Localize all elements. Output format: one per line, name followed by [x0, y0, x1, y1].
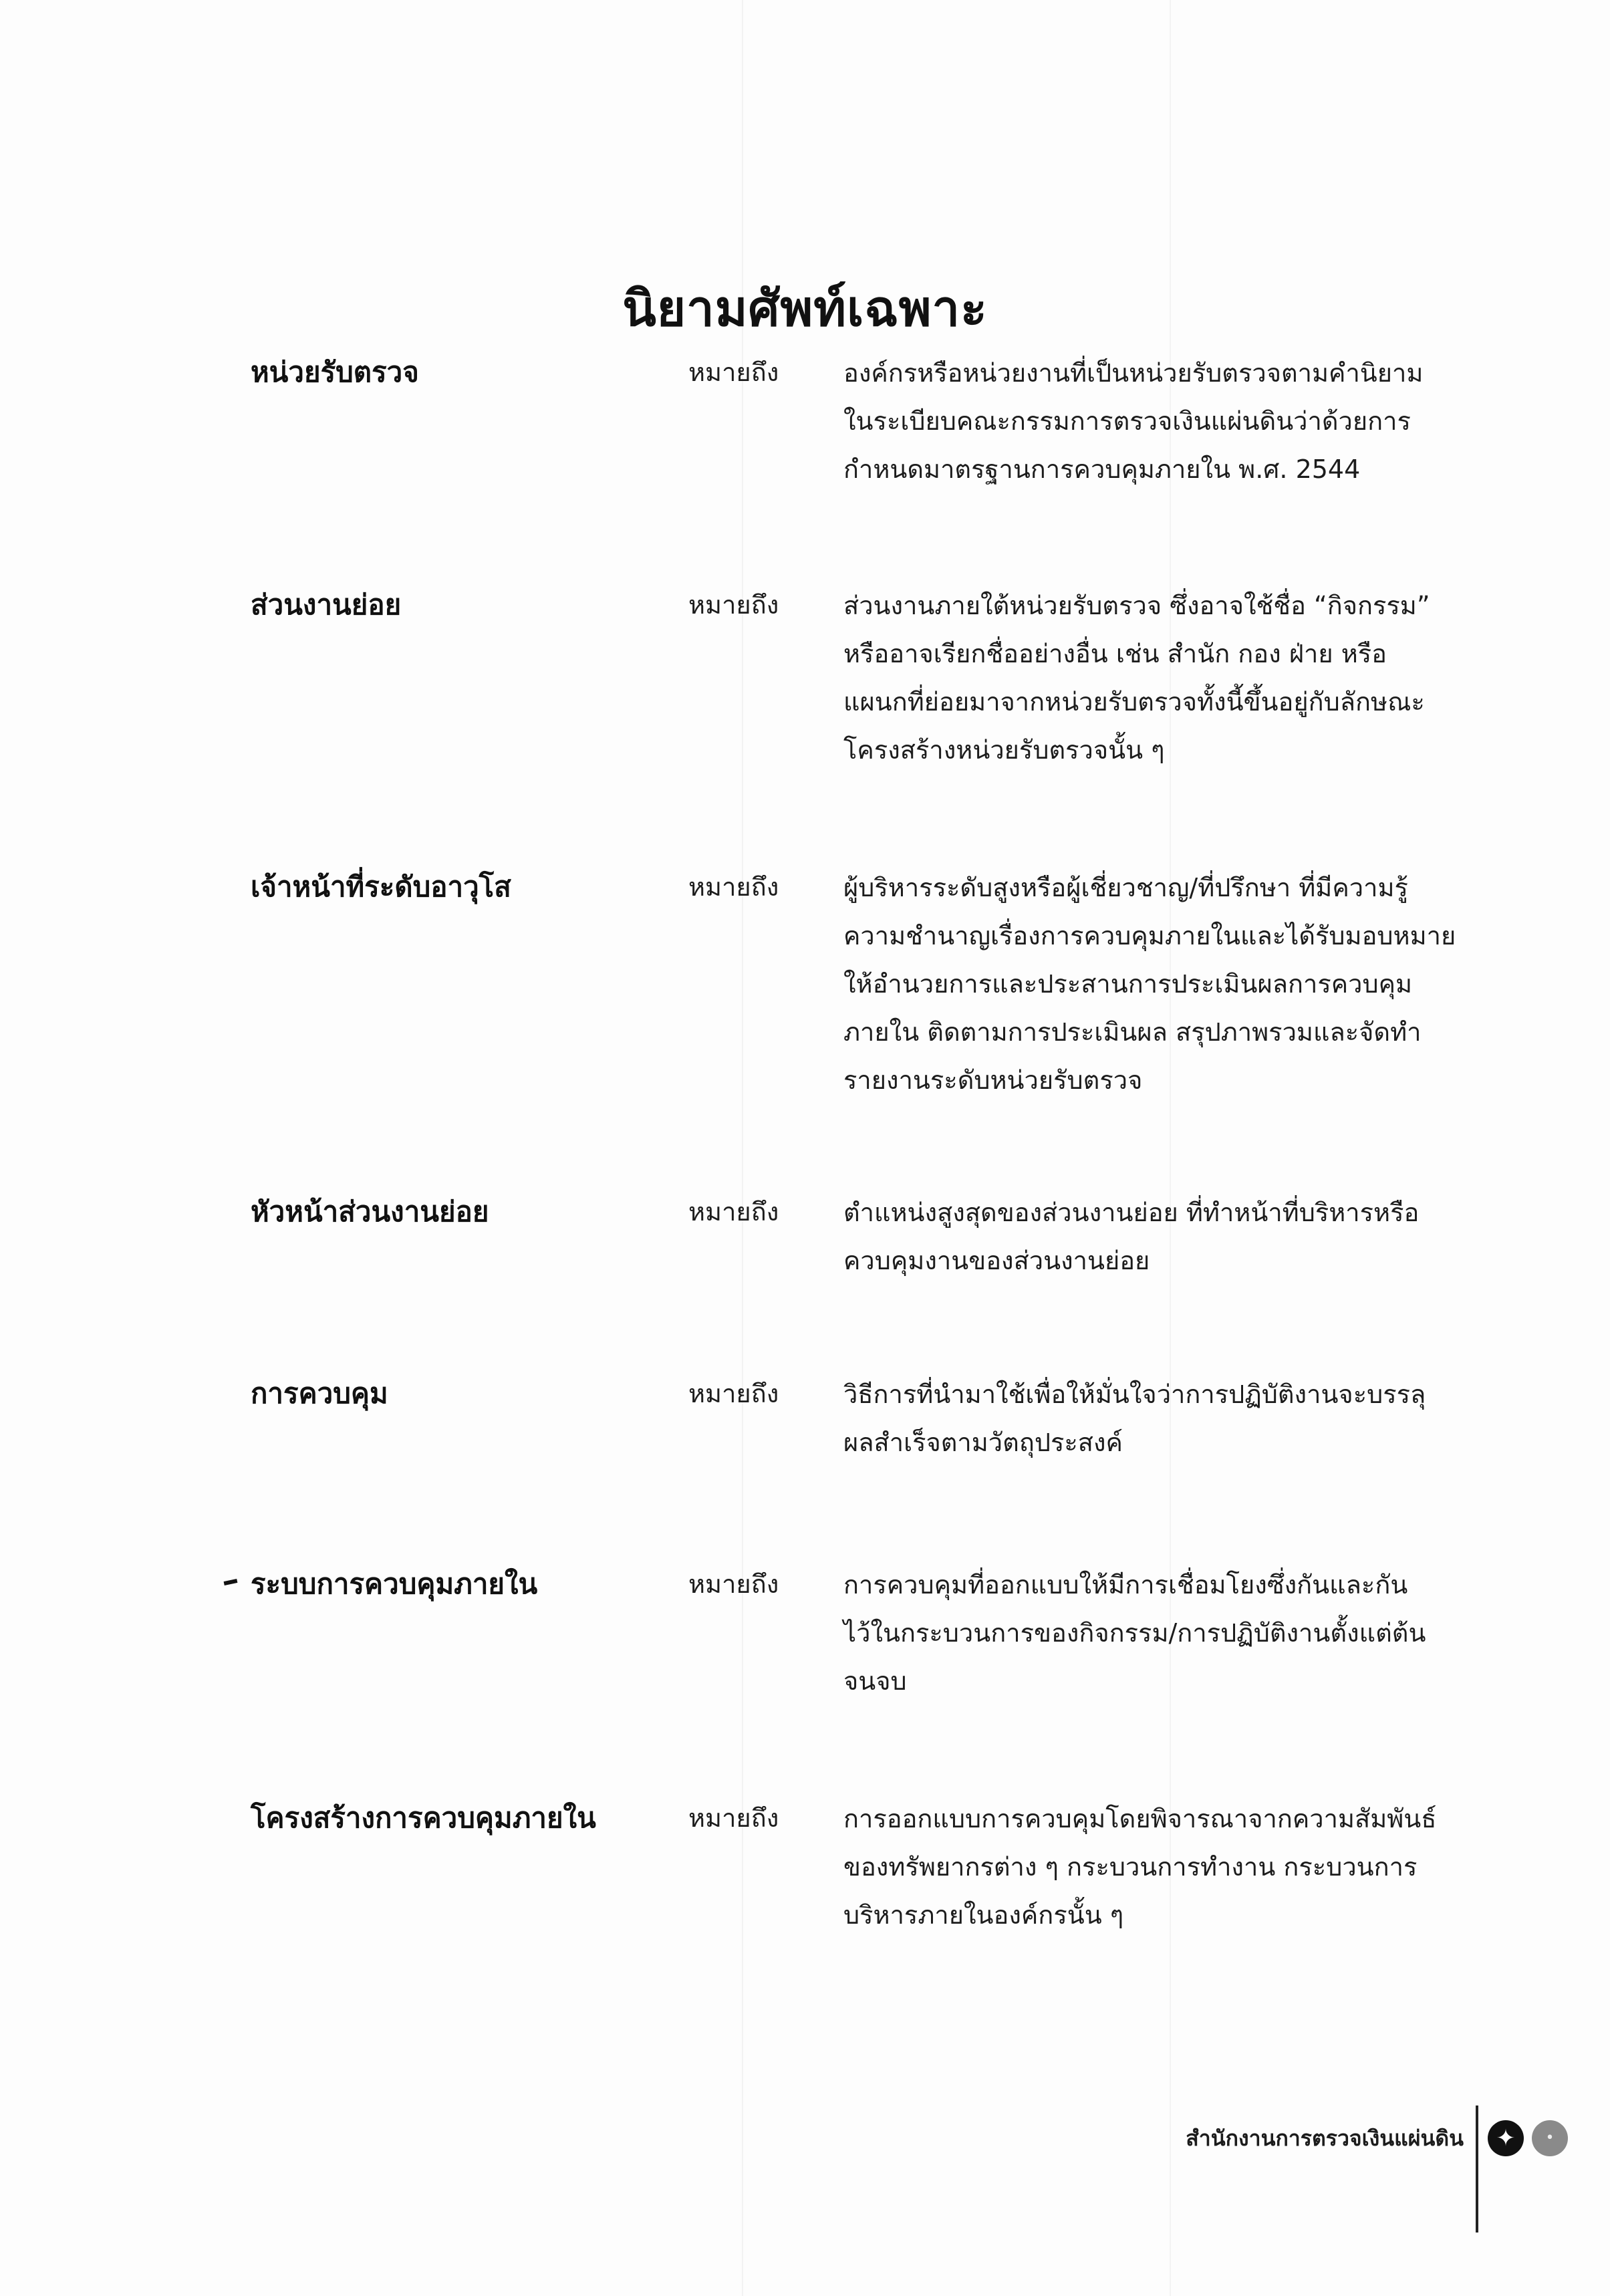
definition-line: ในระเบียบคณะกรรมการตรวจเงินแผ่นดินว่าด้วยการ [843, 406, 1411, 436]
definition-term: เจ้าหน้าที่ระดับอาวุโส [251, 870, 511, 903]
definition-line: ของทรัพยากรต่าง ๆ กระบวนการทำงาน กระบวนการ [843, 1852, 1418, 1882]
definition-line: ตำแหน่งสูงสุดของส่วนงานย่อย ที่ทำหน้าที่บริหารหรือ [843, 1198, 1420, 1227]
definition-line: วิธีการที่นำมาใช้เพื่อให้มั่นใจว่าการปฏิบัติงานจะบรรลุ [843, 1380, 1426, 1409]
definition-term: การควบคุม [251, 1377, 388, 1410]
definition-label: หมายถึง [688, 358, 779, 387]
definition-label: หมายถึง [688, 1197, 779, 1227]
definition-label: หมายถึง [688, 1379, 779, 1408]
footer-divider [1476, 2106, 1478, 2233]
definition-description [843, 349, 1485, 493]
definition-line: ให้อำนวยการและประสานการประเมินผลการควบคุม [843, 969, 1413, 999]
definition-line: ควบคุมงานของส่วนงานย่อย [843, 1246, 1150, 1275]
definition-description [843, 582, 1485, 774]
definition-description [843, 1561, 1485, 1705]
definition-line: การควบคุมที่ออกแบบให้มีการเชื่อมโยงซึ่งกันและกัน [843, 1570, 1408, 1600]
definition-line: บริหารภายในองค์กรนั้น ๆ [843, 1900, 1124, 1930]
definition-line: จนจบ [843, 1666, 907, 1696]
definition-line: โครงสร้างหน่วยรับตรวจนั้น ๆ [843, 735, 1165, 765]
definition-description [843, 864, 1485, 1104]
definition-line: แผนกที่ย่อยมาจากหน่วยรับตรวจทั้งนี้ขึ้นอยู่กับลักษณะ [843, 687, 1425, 717]
garuda-emblem-icon: ✦ [1488, 2120, 1524, 2156]
definition-line: ส่วนงานภายใต้หน่วยรับตรวจ ซึ่งอาจใช้ชื่อ “กิจกรรม” [843, 591, 1430, 620]
definition-description [843, 1795, 1485, 1939]
definition-label: หมายถึง [688, 872, 779, 902]
handwritten-tick-mark [224, 1579, 238, 1585]
definition-label: หมายถึง [688, 1803, 779, 1833]
definition-description [843, 1188, 1485, 1285]
definition-line: กำหนดมาตรฐานการควบคุมภายใน พ.ศ. 2544 [843, 455, 1361, 484]
page-number-circle-icon: • [1532, 2120, 1568, 2156]
definition-label: หมายถึง [688, 1569, 779, 1599]
definition-term: โครงสร้างการควบคุมภายใน [251, 1801, 596, 1834]
page-title: นิยามศัพท์เฉพาะ [622, 279, 988, 338]
definition-line: หรืออาจเรียกชื่ออย่างอื่น เช่น สำนัก กอง ฝ่าย หรือ [843, 639, 1387, 668]
definition-term: ระบบการควบคุมภายใน [251, 1567, 538, 1600]
definition-line: ผู้บริหารระดับสูงหรือผู้เชี่ยวชาญ/ที่ปรึกษา ที่มีความรู้ [843, 873, 1408, 902]
definition-line: ภายใน ติดตามการประเมินผล สรุปภาพรวมและจัดทำ [843, 1017, 1422, 1047]
definition-term: หน่วยรับตรวจ [251, 356, 419, 388]
definition-label: หมายถึง [688, 590, 779, 620]
footer-organization: สำนักงานการตรวจเงินแผ่นดิน [1186, 2126, 1464, 2151]
definition-line: ความชำนาญเรื่องการควบคุมภายในและได้รับมอบหมาย [843, 921, 1456, 950]
definition-line: ไว้ในกระบวนการของกิจกรรม/การปฏิบัติงานตั้งแต่ต้น [843, 1618, 1426, 1648]
definition-term: หัวหน้าส่วนงานย่อย [251, 1195, 489, 1228]
definition-line: ผลสำเร็จตามวัตถุประสงค์ [843, 1428, 1123, 1457]
definition-line: รายงานระดับหน่วยรับตรวจ [843, 1065, 1143, 1095]
definition-line: องค์กรหรือหน่วยงานที่เป็นหน่วยรับตรวจตามคำนิยาม [843, 358, 1424, 388]
definition-line: การออกแบบการควบคุมโดยพิจารณาจากความสัมพันธ์ [843, 1804, 1437, 1833]
definition-term: ส่วนงานย่อย [251, 588, 402, 621]
definition-description [843, 1370, 1485, 1466]
